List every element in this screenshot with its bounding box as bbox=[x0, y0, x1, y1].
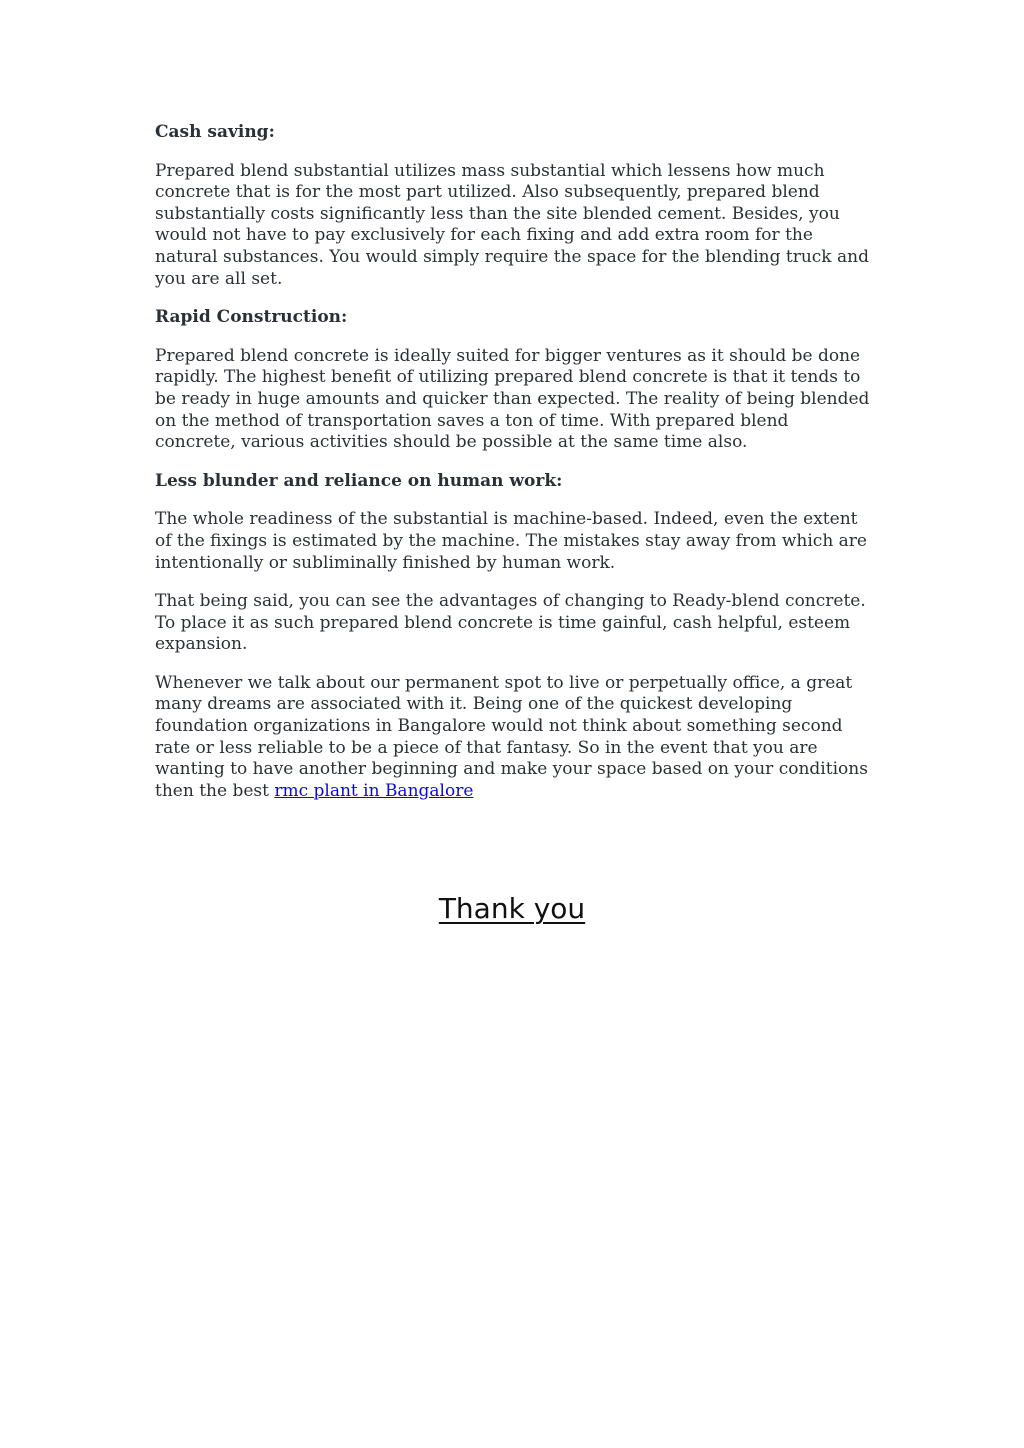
closing-paragraph-text: Whenever we talk about our permanent spot to live or perpetually office, a great many dreams are associated with it. Being one of the quickest developing foundation organizations in Bangalore would not think about something second rate or less reliable to be a piece of that fantasy. So in the event that you are wanting to have another beginning and make your space based on your conditions then the best bbox=[155, 672, 868, 801]
section-body-rapid-construction: Prepared blend concrete is ideally suited for bigger ventures as it should be done rapidly. The highest benefit of utilizing prepared blend concrete is that it tends to be ready in huge amounts and quicker than expected. The reality of being blended on the method of transportation saves a ton of time. With prepared blend concrete, various activities should be possible at the same time also. bbox=[155, 345, 870, 453]
section-heading-cash-saving: Cash saving: bbox=[155, 122, 275, 142]
section-body-less-blunder: The whole readiness of the substantial is machine-based. Indeed, even the extent of the fixings is estimated by the machine. The mistakes stay away from which are intentionally or subliminally finished by human work. bbox=[155, 509, 867, 573]
thank-you-heading bbox=[0, 892, 1024, 925]
document-body bbox=[155, 122, 873, 819]
section-heading-less-blunder: Less blunder and reliance on human work: bbox=[155, 470, 563, 491]
rmc-plant-link[interactable]: rmc plant in Bangalore bbox=[274, 780, 474, 801]
closing-paragraph bbox=[155, 673, 873, 803]
section-heading-rapid-construction: Rapid Construction: bbox=[155, 307, 348, 328]
thank-you-text: Thank you bbox=[438, 892, 586, 925]
section-body-cash-saving: Prepared blend substantial utilizes mass substantial which lessens how much concrete that is for the most part utilized. Also subsequently, prepared blend substantially costs significantly less than the site blended cement. Besides, you would not have to pay exclusively for each fixing and add extra room for the natural substances. You would simply require the space for the blending truck and you are all set. bbox=[155, 160, 869, 289]
summary-paragraph: That being said, you can see the advantages of changing to Ready-blend concrete. To place it as such prepared blend concrete is time gainful, cash helpful, esteem expansion. bbox=[155, 591, 866, 655]
